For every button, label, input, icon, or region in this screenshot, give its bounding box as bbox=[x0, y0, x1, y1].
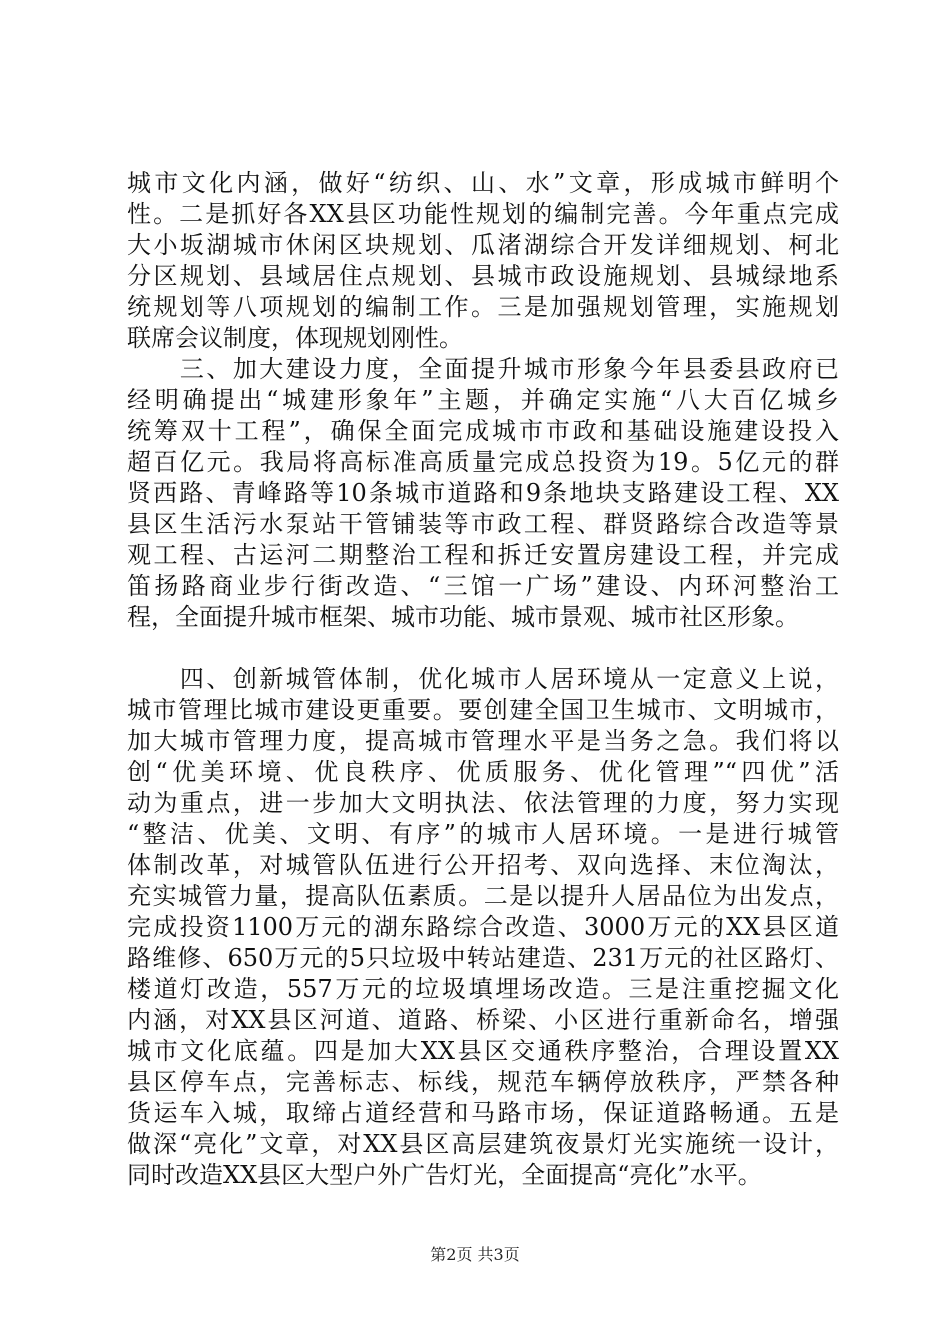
text-line: 同时改造XX县区大型户外广告灯光，全面提高“亮化”水平。 bbox=[127, 1161, 762, 1189]
text-line: 超百亿元。我局将高标准高质量完成总投资为19。5亿元的群 bbox=[127, 448, 839, 476]
text-line: 充实城管力量，提高队伍素质。二是以提升人居品位为出发点， bbox=[127, 882, 839, 910]
document-body bbox=[127, 168, 839, 1191]
text-line: 四、创新城管体制，优化城市人居环境从一定意义上说， bbox=[127, 665, 839, 693]
text-line: 统筹双十工程”，确保全面完成城市市政和基础设施建设投入 bbox=[127, 417, 839, 445]
text-line: 三、加大建设力度，全面提升城市形象今年县委县政府已 bbox=[127, 355, 839, 383]
text-line: 贤西路、青峰路等10条城市道路和9条地块支路建设工程、XX bbox=[127, 479, 839, 507]
text-line: 动为重点，进一步加大文明执法、依法管理的力度，努力实现 bbox=[127, 789, 839, 817]
text-line: 内涵，对XX县区河道、道路、桥梁、小区进行重新命名，增强 bbox=[127, 1006, 839, 1034]
text-line: 性。二是抓好各XX县区功能性规划的编制完善。今年重点完成 bbox=[127, 200, 839, 228]
text-line: 加大城市管理力度，提高城市管理水平是当务之急。我们将以 bbox=[127, 727, 839, 755]
text-line: 分区规划、县域居住点规划、县城市政设施规划、县城绿地系 bbox=[127, 262, 839, 290]
text-line: 城市文化底蕴。四是加大XX县区交通秩序整治，合理设置XX bbox=[127, 1037, 839, 1065]
text-line: 笛扬路商业步行街改造、“三馆一广场”建设、内环河整治工 bbox=[127, 572, 839, 600]
text-line: 货运车入城，取缔占道经营和马路市场，保证道路畅通。五是 bbox=[127, 1099, 839, 1127]
text-line: 县区停车点，完善标志、标线，规范车辆停放秩序，严禁各种 bbox=[127, 1068, 839, 1096]
text-line: 体制改革，对城管队伍进行公开招考、双向选择、末位淘汰， bbox=[127, 851, 839, 879]
text-line: 路维修、650万元的5只垃圾中转站建造、231万元的社区路灯、 bbox=[127, 944, 839, 972]
page-number-footer: 第2页 共3页 bbox=[430, 1245, 520, 1264]
text-line: 大小坂湖城市休闲区块规划、瓜渚湖综合开发详细规划、柯北 bbox=[127, 231, 839, 259]
text-line: 城市文化内涵，做好“纺织、山、水”文章，形成城市鲜明个 bbox=[127, 169, 839, 197]
text-line: 县区生活污水泵站干管铺装等市政工程、群贤路综合改造等景 bbox=[127, 510, 839, 538]
text-line: 联席会议制度，体现规划刚性。 bbox=[127, 324, 463, 352]
text-line: 城市管理比城市建设更重要。要创建全国卫生城市、文明城市， bbox=[127, 696, 839, 724]
text-line: 做深“亮化”文章，对XX县区高层建筑夜景灯光实施统一设计， bbox=[127, 1130, 839, 1158]
text-line: 经明确提出“城建形象年”主题，并确定实施“八大百亿城乡 bbox=[127, 386, 839, 414]
text-line: 统规划等八项规划的编制工作。三是加强规划管理，实施规划 bbox=[127, 293, 839, 321]
text-line: 完成投资1100万元的湖东路综合改造、3000万元的XX县区道 bbox=[127, 913, 839, 941]
text-line: 楼道灯改造，557万元的垃圾填埋场改造。三是注重挖掘文化 bbox=[127, 975, 839, 1003]
text-line: 创“优美环境、优良秩序、优质服务、优化管理”“四优”活 bbox=[127, 758, 839, 786]
text-line: 观工程、古运河二期整治工程和拆迁安置房建设工程，并完成 bbox=[127, 541, 839, 569]
text-line: 程，全面提升城市框架、城市功能、城市景观、城市社区形象。 bbox=[127, 603, 799, 631]
text-line: “整洁、优美、文明、有序”的城市人居环境。一是进行城管 bbox=[127, 820, 839, 848]
